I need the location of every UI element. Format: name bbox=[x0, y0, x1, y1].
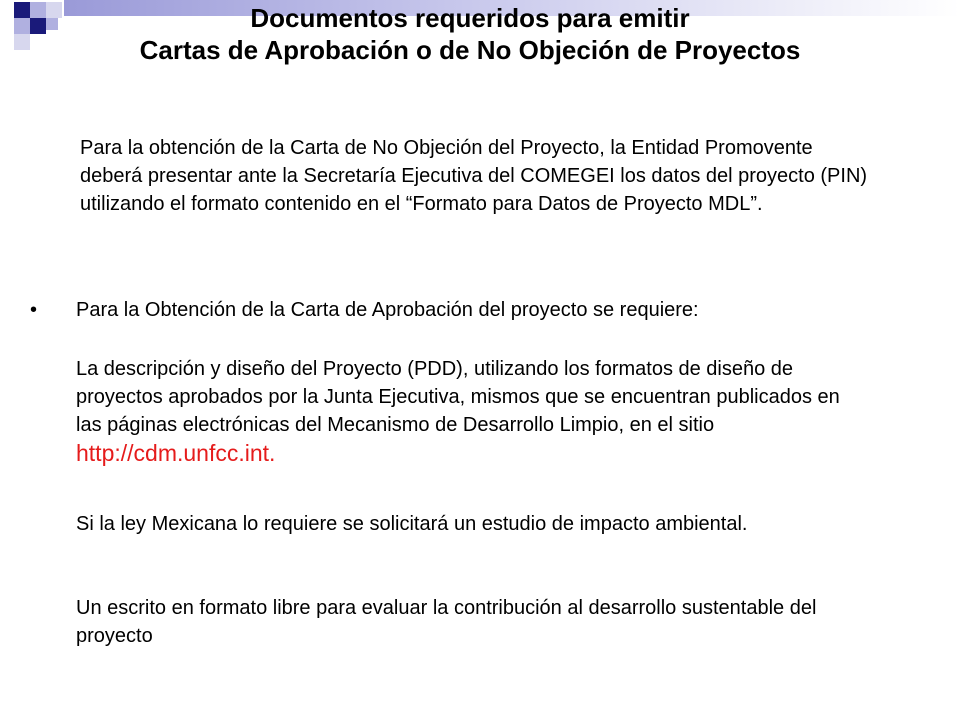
intro-paragraph: Para la obtención de la Carta de No Objeción del Proyecto, la Entidad Promovente deberá presentar ante la Secretaría Ejecutiva del COMEGEI los datos del proyecto (PIN) utilizando el formato contenido en el “Formato para Datos de Proyecto MDL”. bbox=[80, 137, 868, 215]
requirement-environmental-study: Si la ley Mexicana lo requiere se solicitará un estudio de impacto ambiental. bbox=[76, 513, 748, 535]
requirement-pdd bbox=[76, 355, 856, 469]
title-line-1: Documentos requeridos para emitir bbox=[250, 3, 690, 33]
requirement-sustainable-contribution: Un escrito en formato libre para evaluar la contribución al desarrollo sustentable del proyecto bbox=[76, 597, 817, 647]
bullet-marker: • bbox=[30, 299, 38, 321]
requirement-pdd-text: La descripción y diseño del Proyecto (PDD), utilizando los formatos de diseño de proyectos aprobados por la Junta Ejecutiva, mismos que se encuentran publicados en las páginas electrónicas del Mecanismo de Desarrollo Limpio, en el sitio bbox=[76, 358, 840, 436]
requirements-heading: Para la Obtención de la Carta de Aprobación del proyecto se requiere: bbox=[76, 299, 699, 321]
page-title bbox=[0, 2, 940, 66]
title-line-2: Cartas de Aprobación o de No Objeción de Proyectos bbox=[139, 35, 801, 65]
cdm-link[interactable]: http://cdm.unfcc.int. bbox=[76, 440, 276, 466]
